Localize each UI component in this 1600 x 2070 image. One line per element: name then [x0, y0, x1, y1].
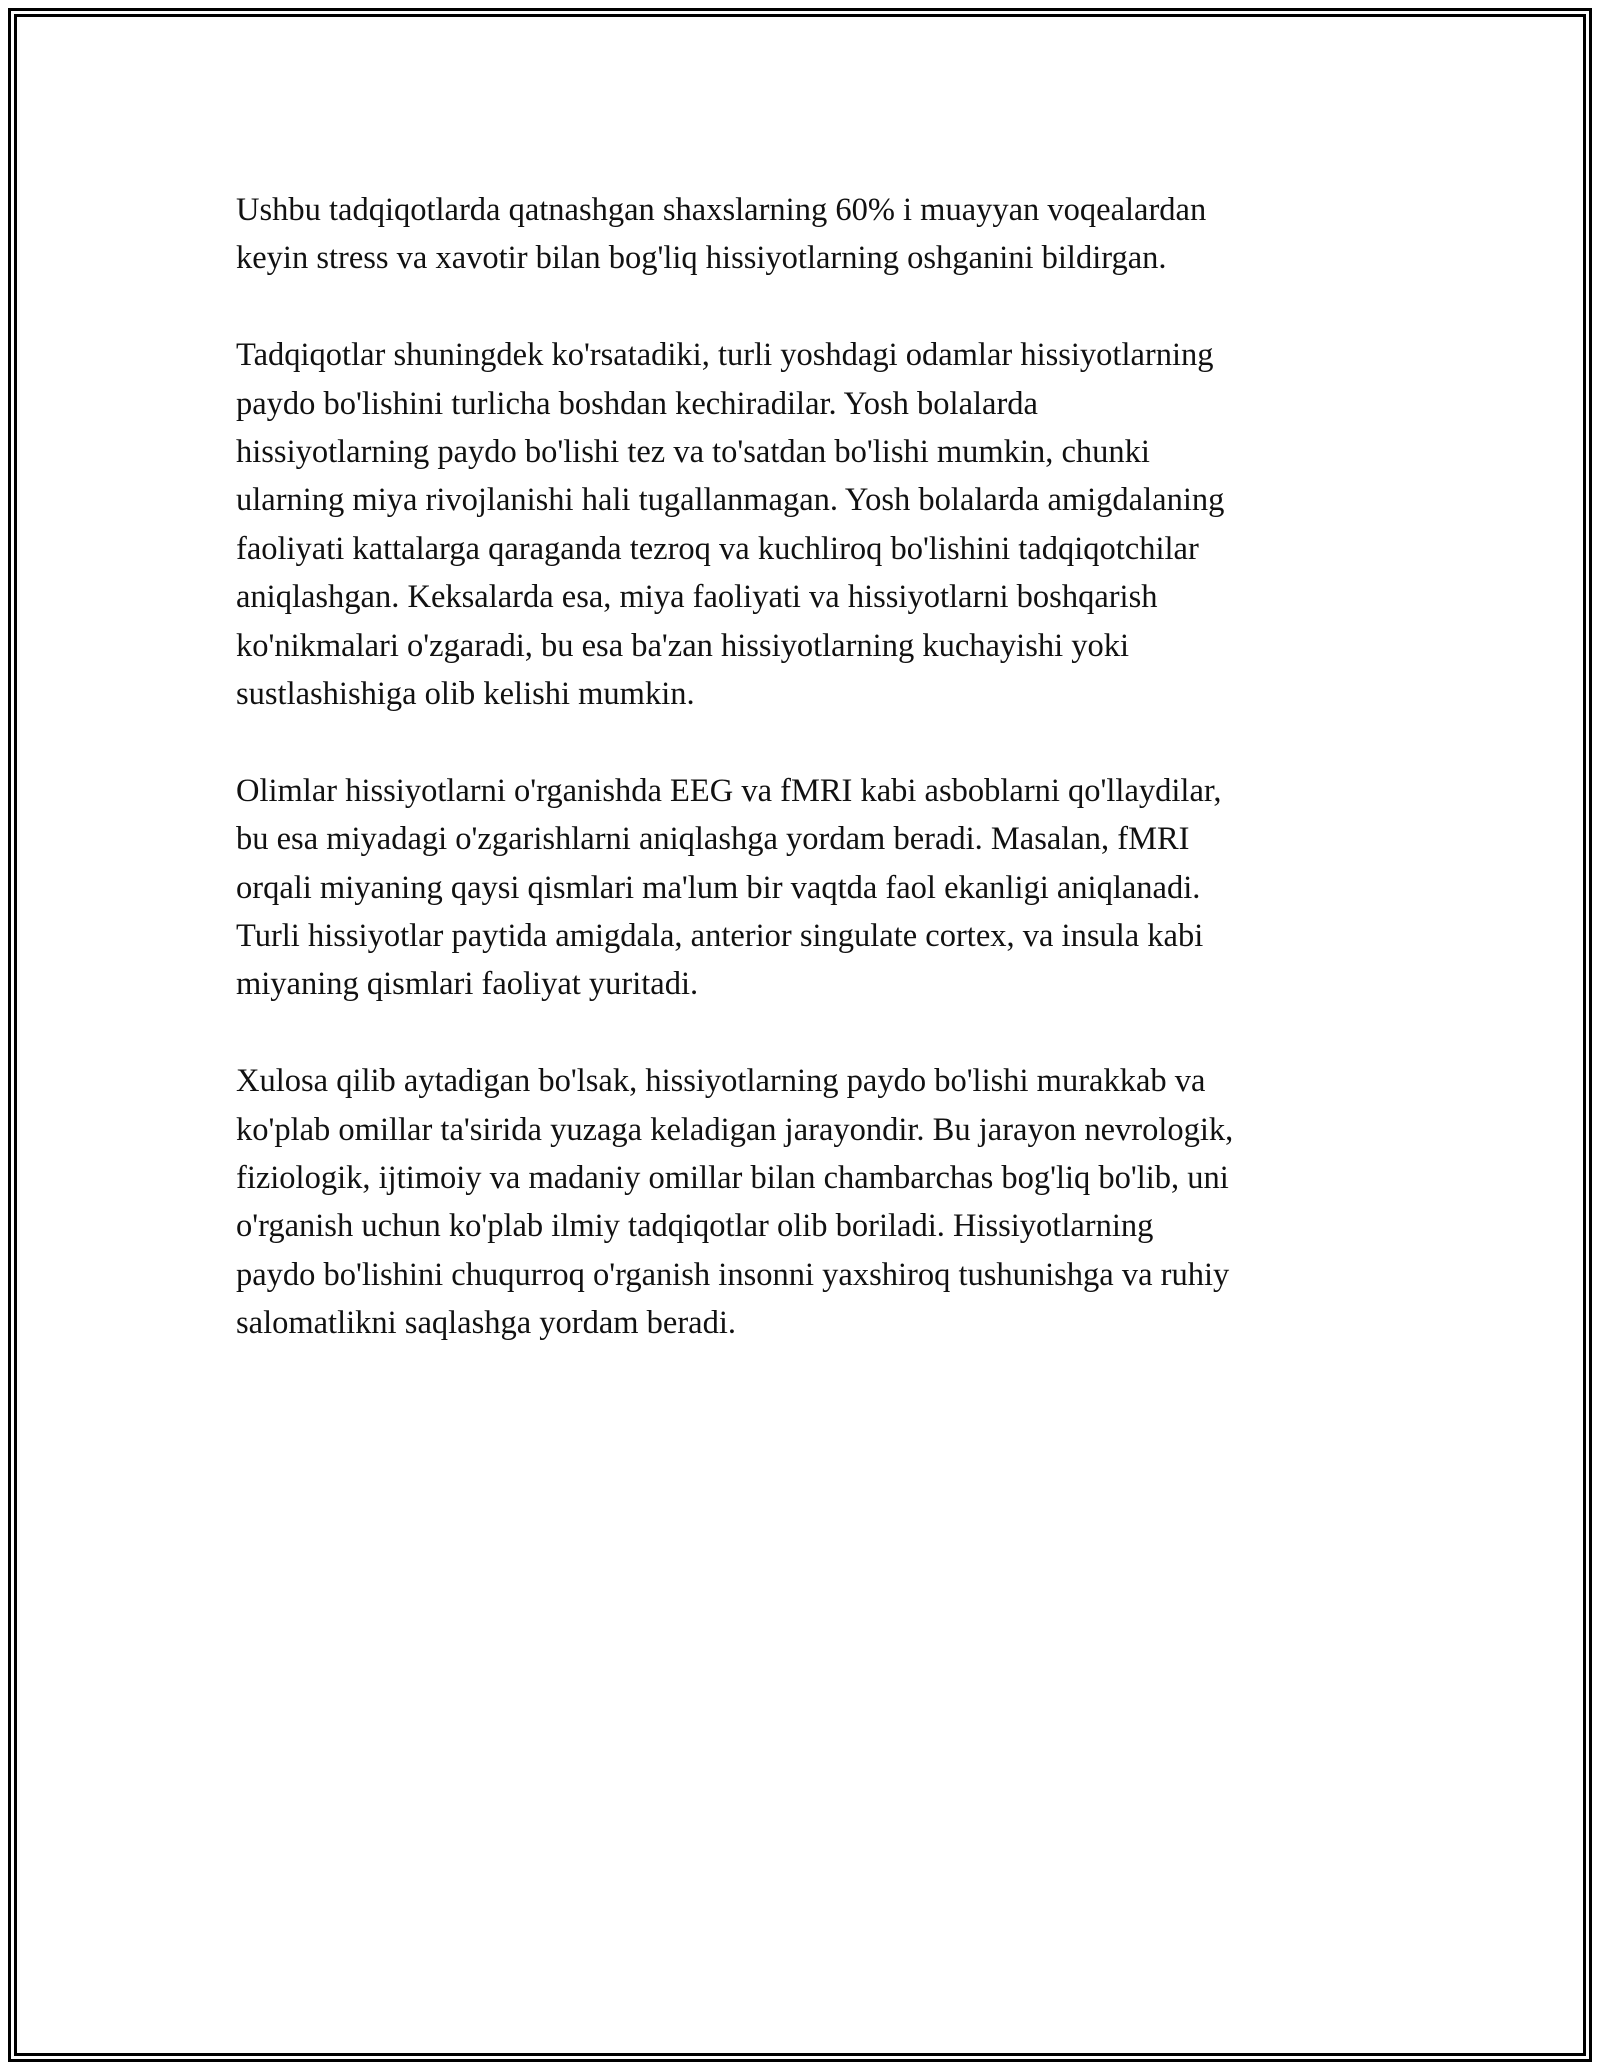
document-body: [236, 186, 1376, 1396]
paragraph-1: Ushbu tadqiqotlarda qatnashgan shaxslarning 60% i muayyan voqealardan keyin stress va xavotir bilan bog'liq hissiyotlarning oshganini bildirgan.: [236, 192, 1207, 277]
paragraph-3: Olimlar hissiyotlarni o'rganishda EEG va fMRI kabi asboblarni qo'llaydilar, bu esa miyadagi o'zgarishlarni aniqlashga yordam beradi. Masalan, fMRI orqali miyaning qaysi qismlari ma'lum bir vaqtda faol ekanligi aniqlanadi. Turli hissiyotlar paytida amigdala, anterior singulate cortex, va insula kabi miyaning qismlari faoliyat yuritadi.: [236, 772, 1222, 1003]
paragraph-4: Xulosa qilib aytadigan bo'lsak, hissiyotlarning paydo bo'lishi murakkab va ko'plab omillar ta'sirida yuzaga keladigan jarayondir. Bu jarayon nevrologik, fiziologik, ijtimoiy va madaniy omillar bilan chambarchas bog'liq bo'lib, uni o'rganish uchun ko'plab ilmiy tadqiqotlar olib boriladi. Hissiyotlarning paydo bo'lishini chuqurroq o'rganish insonni yaxshiroq tushunishga va ruhiy salomatlikni saqlashga yordam beradi.: [236, 1063, 1234, 1342]
paragraph-2: Tadqiqotlar shuningdek ko'rsatadiki, turli yoshdagi odamlar hissiyotlarning paydo bo'lishini turlicha boshdan kechiradilar. Yosh bolalarda hissiyotlarning paydo bo'lishi tez va to'satdan bo'lishi mumkin, chunki ularning miya rivojlanishi hali tugallanmagan. Yosh bolalarda amigdalaning faoliyati kattalarga qaraganda tezroq va kuchliroq bo'lishini tadqiqotchilar aniqlashgan. Keksalarda esa, miya faoliyati va hissiyotlarni boshqarish ko'nikmalari o'zgaradi, bu esa ba'zan hissiyotlarning kuchayishi yoki sustlashishiga olib kelishi mumkin.: [236, 337, 1225, 713]
